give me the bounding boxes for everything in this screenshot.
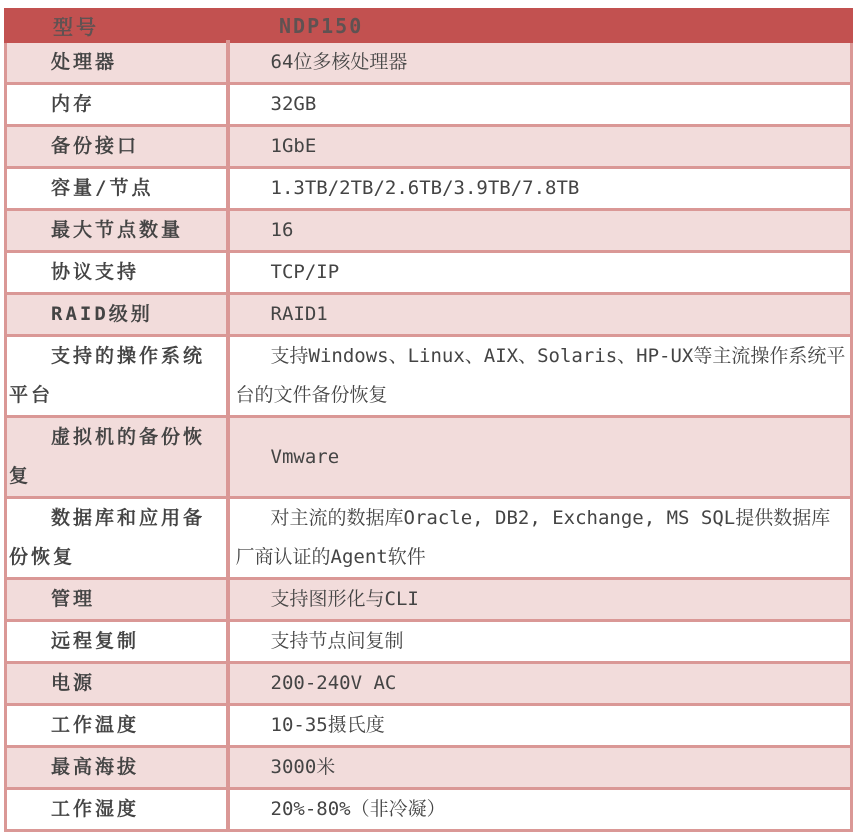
spec-row (6, 42, 852, 84)
spec-row (6, 252, 852, 294)
spec-label-cell: 数据库和应用备份恢复 (6, 498, 228, 579)
spec-row (6, 621, 852, 663)
spec-row (6, 294, 852, 336)
spec-label-cell: 远程复制 (6, 621, 228, 663)
spec-value-cell: 支持节点间复制 (228, 621, 852, 663)
spec-table-body (6, 42, 852, 831)
spec-row (6, 789, 852, 831)
spec-row (6, 336, 852, 417)
spec-value-cell: 对主流的数据库Oracle, DB2, Exchange, MS SQL提供数据库厂商认证的Agent软件 (228, 498, 852, 579)
spec-label-cell: 支持的操作系统平台 (6, 336, 228, 417)
spec-label-cell: 工作湿度 (6, 789, 228, 831)
model-header-label: 型号 (6, 10, 228, 42)
spec-label-cell: 最大节点数量 (6, 210, 228, 252)
spec-value-cell: 支持图形化与CLI (228, 579, 852, 621)
spec-label-cell: 工作温度 (6, 705, 228, 747)
spec-value-cell: 20%-80%（非冷凝） (228, 789, 852, 831)
spec-row (6, 417, 852, 498)
spec-row (6, 126, 852, 168)
spec-value-cell: 200-240V AC (228, 663, 852, 705)
spec-value-cell: 32GB (228, 84, 852, 126)
spec-label-cell: 协议支持 (6, 252, 228, 294)
model-header-value: NDP150 (228, 10, 852, 42)
spec-value-cell: 1.3TB/2TB/2.6TB/3.9TB/7.8TB (228, 168, 852, 210)
spec-label-cell: 容量/节点 (6, 168, 228, 210)
spec-row (6, 210, 852, 252)
spec-row (6, 579, 852, 621)
spec-label-cell: 最高海拔 (6, 747, 228, 789)
spec-value-cell: RAID1 (228, 294, 852, 336)
spec-value-cell: 64位多核处理器 (228, 42, 852, 84)
spec-table-header (6, 10, 852, 42)
spec-label-cell: 备份接口 (6, 126, 228, 168)
spec-value-cell: TCP/IP (228, 252, 852, 294)
spec-row (6, 168, 852, 210)
header-row (6, 10, 852, 42)
spec-label-cell: 管理 (6, 579, 228, 621)
product-spec-table (4, 8, 853, 832)
spec-value-cell: 3000米 (228, 747, 852, 789)
spec-row (6, 663, 852, 705)
spec-label-cell: RAID级别 (6, 294, 228, 336)
spec-value-cell: 支持Windows、Linux、AIX、Solaris、HP-UX等主流操作系统平台的文件备份恢复 (228, 336, 852, 417)
spec-label-cell: 电源 (6, 663, 228, 705)
spec-row (6, 84, 852, 126)
spec-row (6, 747, 852, 789)
spec-value-cell: Vmware (228, 417, 852, 498)
spec-row (6, 705, 852, 747)
spec-row (6, 498, 852, 579)
spec-value-cell: 1GbE (228, 126, 852, 168)
spec-label-cell: 处理器 (6, 42, 228, 84)
spec-label-cell: 内存 (6, 84, 228, 126)
spec-label-cell: 虚拟机的备份恢复 (6, 417, 228, 498)
spec-value-cell: 16 (228, 210, 852, 252)
spec-value-cell: 10-35摄氏度 (228, 705, 852, 747)
